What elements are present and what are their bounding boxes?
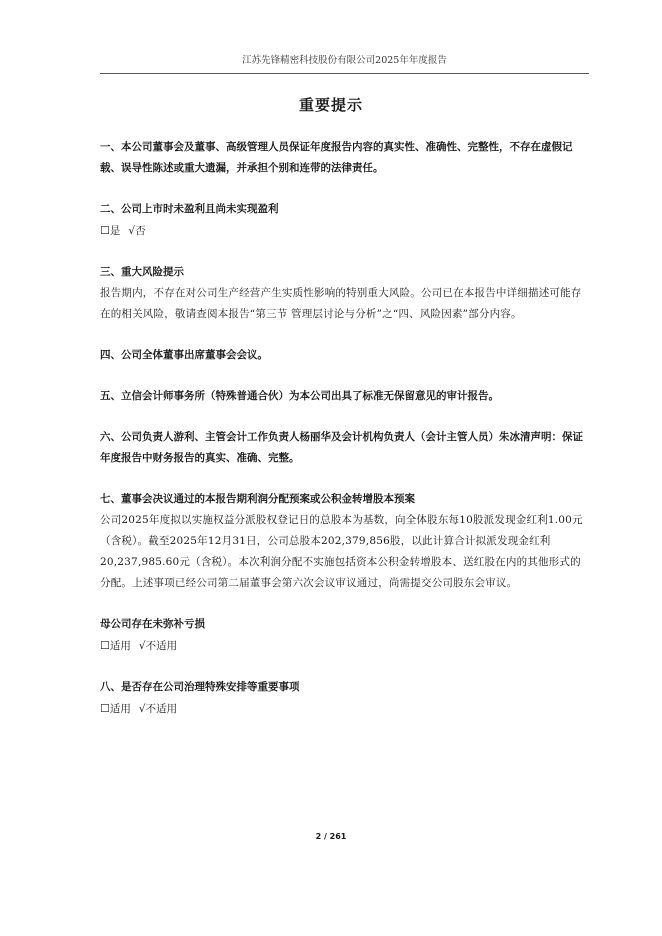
section-3	[100, 262, 590, 325]
section-4	[100, 345, 590, 366]
page-title: 重要提示	[298, 96, 363, 114]
option-yes-label: 是	[109, 225, 121, 237]
option-not-applicable-label: 不适用	[145, 640, 178, 652]
checkmark-icon: √	[138, 703, 146, 715]
section-8	[100, 677, 590, 720]
section-2-options	[100, 220, 590, 242]
checkmark-icon: √	[128, 225, 136, 237]
section-5	[100, 386, 590, 407]
checkmark-icon: √	[138, 640, 146, 652]
section-2	[100, 199, 590, 242]
section-1-heading: 一、本公司董事会及董事、高级管理人员保证年度报告内容的真实性、准确性、完整性，不存在虚假记载、误导性陈述或重大遗漏，并承担个别和连带的法律责任。	[100, 141, 573, 174]
section-7b	[100, 614, 590, 657]
checkbox-icon: ☐	[100, 224, 110, 237]
section-7	[100, 489, 590, 594]
header-text: 江苏先锋精密科技股份有限公司2025年年度报告	[242, 55, 447, 66]
section-7-body: 公司2025年度拟以实施权益分派股权登记日的总股本为基数，向全体股东每10股派发现金红利1.00元（含税）。截至2025年12月31日，公司总股本202,379,856股，以此计算合计拟派发现金红利20,237,985.60元（含税）。本次利润分配不实施包括资本公积金转增股本、送红股在内的其他形式的分配。上述事项已经公司第二届董事会第六次会议审议通过，尚需提交公司股东会审议。	[100, 514, 583, 589]
section-1	[100, 137, 590, 179]
section-7-heading: 七、董事会决议通过的本报告期利润分配预案或公积金转增股本预案	[100, 493, 415, 505]
option-no-label: 否	[135, 225, 146, 237]
section-3-heading: 三、重大风险提示	[100, 266, 184, 278]
option-applicable-label: 适用	[109, 703, 131, 715]
section-2-heading: 二、公司上市时未盈利且尚未实现盈利	[100, 203, 279, 215]
section-8-heading: 八、是否存在公司治理特殊安排等重要事项	[100, 681, 300, 693]
section-4-heading: 四、公司全体董事出席董事会会议。	[100, 349, 268, 361]
section-5-heading: 五、立信会计师事务所（特殊普通合伙）为本公司出具了标准无保留意见的审计报告。	[100, 390, 499, 402]
section-8-options	[100, 698, 590, 720]
page-header	[100, 52, 589, 74]
page-number: 2 / 261	[315, 832, 347, 841]
section-6-heading: 六、公司负责人游利、主管会计工作负责人杨丽华及会计机构负责人（会计主管人员）朱冰清声明：保证年度报告中财务报告的真实、准确、完整。	[100, 431, 583, 464]
section-7b-heading: 母公司存在未弥补亏损	[100, 618, 205, 630]
option-applicable-label: 适用	[109, 640, 131, 652]
section-3-body: 报告期内，不存在对公司生产经营产生实质性影响的特别重大风险。公司已在本报告中详细描述可能存在的相关风险，敬请查阅本报告“第三节 管理层讨论与分析”之“四、风险因素”部分内容。	[100, 287, 582, 320]
section-6	[100, 427, 590, 469]
document-body	[100, 137, 590, 740]
option-not-applicable-label: 不适用	[145, 703, 178, 715]
checkbox-icon: ☐	[100, 702, 110, 715]
section-7b-options	[100, 635, 590, 657]
checkbox-icon: ☐	[100, 639, 110, 652]
